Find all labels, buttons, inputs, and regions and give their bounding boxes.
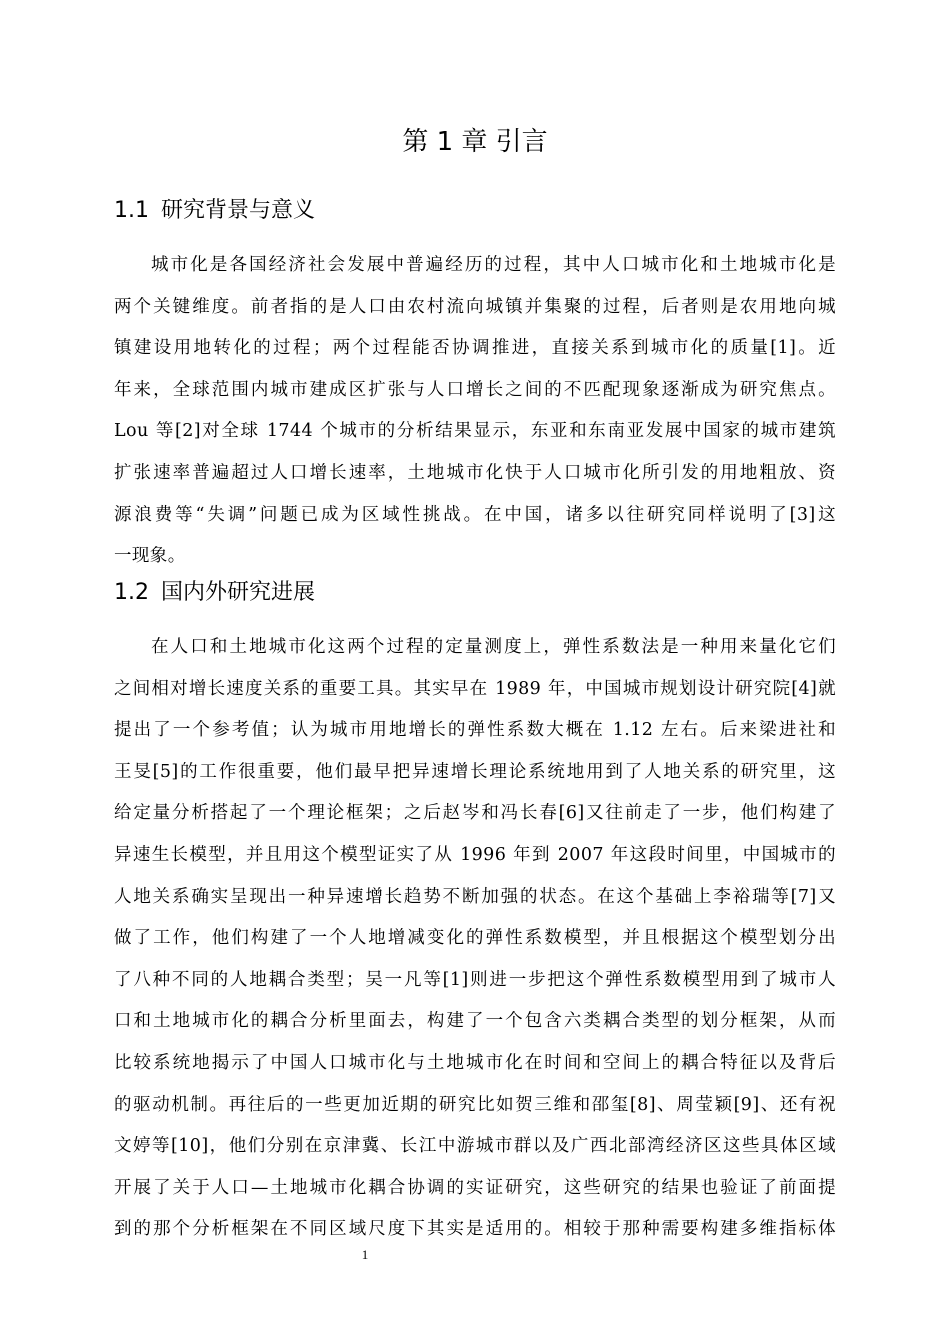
paragraph-line: 提出了一个参考值；认为城市用地增长的弹性系数大概在 1.12 左右。后来梁进社和 [114, 720, 836, 741]
paragraph-line: 镇建设用地转化的过程；两个过程能否协调推进，直接关系到城市化的质量[1]。近 [114, 338, 836, 359]
section-title: 研究背景与意义 [161, 198, 316, 223]
paragraph-line: 比较系统地揭示了中国人口城市化与土地城市化在时间和空间上的耦合特征以及背后 [114, 1052, 836, 1073]
paragraph-line: 人地关系确实呈现出一种异速增长趋势不断加强的状态。在这个基础上李裕瑞等[7]又 [114, 886, 836, 907]
paragraph-line: 文婷等[10]，他们分别在京津冀、长江中游城市群以及广西北部湾经济区这些具体区域 [114, 1136, 836, 1157]
paragraph-line: 到的那个分析框架在不同区域尺度下其实是适用的。相较于那种需要构建多维指标体 [114, 1219, 836, 1240]
paragraph-line: 年来，全球范围内城市建成区扩张与人口增长之间的不匹配现象逐渐成为研究焦点。 [114, 379, 836, 400]
section-paragraph [114, 627, 836, 1251]
paragraph-line: 了八种不同的人地耦合类型；吴一凡等[1]则进一步把这个弹性系数模型用到了城市人 [114, 969, 836, 990]
paragraph-line: 源浪费等“失调”问题已成为区域性挑战。在中国，诸多以往研究同样说明了[3]这 [114, 504, 836, 525]
paragraph-line: 城市化是各国经济社会发展中普遍经历的过程，其中人口城市化和土地城市化是 [151, 255, 836, 275]
paragraph-line: 两个关键维度。前者指的是人口由农村流向城镇并集聚的过程，后者则是农用地向城 [114, 296, 836, 317]
paragraph-line: 一现象。 [114, 546, 186, 567]
paragraph-line: 口和土地城市化的耦合分析里面去，构建了一个包含六类耦合类型的划分框架，从而 [114, 1011, 836, 1032]
paragraph-line: 在人口和土地城市化这两个过程的定量测度上，弹性系数法是一种用来量化它们 [151, 637, 836, 657]
page-number: 1 [361, 1247, 369, 1262]
section-number: 1.2 [114, 580, 149, 605]
chapter-title: 第 1 章 引言 [402, 127, 548, 157]
section-title: 国内外研究进展 [161, 580, 316, 605]
section-number: 1.1 [114, 198, 149, 223]
paragraph-line: Lou 等[2]对全球 1744 个城市的分析结果显示，东亚和东南亚发展中国家的城市建筑 [114, 421, 836, 442]
section-heading [114, 196, 315, 226]
paragraph-line: 异速生长模型，并且用这个模型证实了从 1996 年到 2007 年这段时间里，中国城市的 [114, 844, 836, 865]
paragraph-line: 扩张速率普遍超过人口增长速率，土地城市化快于人口城市化所引发的用地粗放、资 [114, 462, 836, 483]
section-paragraph [114, 245, 836, 578]
paragraph-line: 给定量分析搭起了一个理论框架；之后赵岑和冯长春[6]又往前走了一步，他们构建了 [114, 803, 836, 824]
section-heading [114, 578, 315, 608]
paragraph-line: 开展了关于人口—土地城市化耦合协调的实证研究，这些研究的结果也验证了前面提 [114, 1177, 836, 1198]
paragraph-line: 之间相对增长速度关系的重要工具。其实早在 1989 年，中国城市规划设计研究院[4]就 [114, 678, 836, 699]
paragraph-line: 做了工作，他们构建了一个人地增减变化的弹性系数模型，并且根据这个模型划分出 [114, 928, 836, 949]
paragraph-line: 的驱动机制。再往后的一些更加近期的研究比如贺三维和邵玺[8]、周莹颖[9]、还有祝 [114, 1094, 836, 1115]
paragraph-line: 王旻[5]的工作很重要，他们最早把异速增长理论系统地用到了人地关系的研究里，这 [114, 761, 836, 782]
